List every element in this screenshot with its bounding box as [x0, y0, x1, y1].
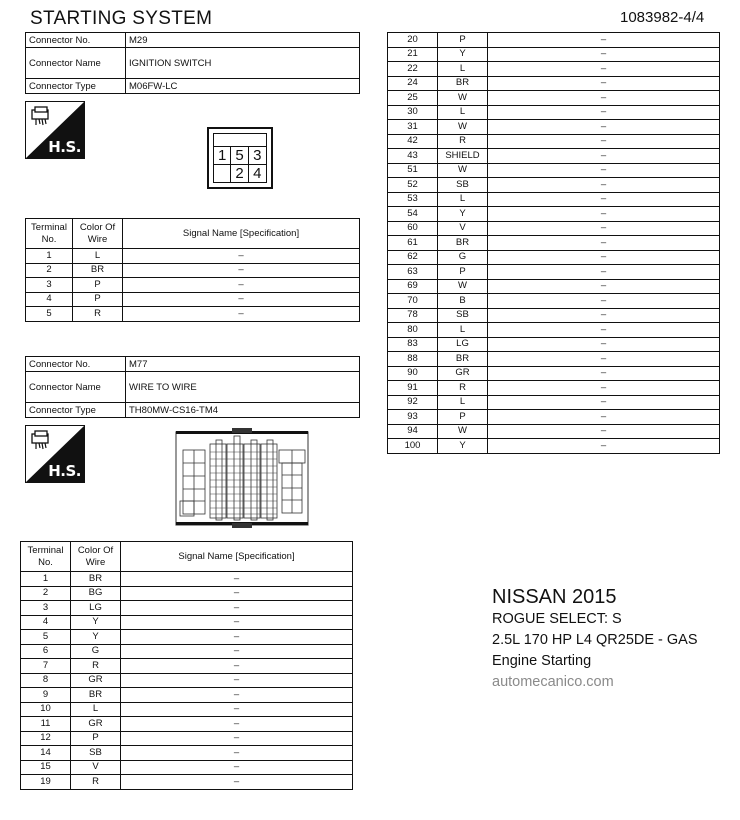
connector-no-value: M29	[126, 33, 360, 48]
table-row	[388, 395, 720, 410]
cell-signal: –	[121, 659, 353, 674]
pin-cell: 2	[231, 165, 248, 183]
cell-terminal: 3	[21, 601, 71, 616]
cell-color: W	[438, 120, 488, 135]
cell-signal: –	[488, 134, 720, 149]
cell-signal: –	[488, 207, 720, 222]
cell-terminal: 1	[21, 572, 71, 587]
page-title: STARTING SYSTEM	[30, 8, 213, 29]
cell-terminal: 14	[21, 746, 71, 761]
cell-signal: –	[488, 279, 720, 294]
table-row	[388, 323, 720, 338]
table-row	[21, 717, 353, 732]
pin-cell: 1	[214, 147, 231, 165]
cell-color: P	[438, 33, 488, 48]
terminal-no-header: Terminal No.	[21, 542, 71, 572]
cell-color: L	[438, 323, 488, 338]
table-row: 2 BR –	[26, 263, 360, 278]
cell-signal: –	[121, 702, 353, 717]
table-row	[388, 366, 720, 381]
cell-terminal: 53	[388, 192, 438, 207]
connector-m77-info	[25, 356, 360, 418]
cell-terminal: 80	[388, 323, 438, 338]
cell-color: BR	[438, 76, 488, 91]
cell-signal: –	[121, 775, 353, 790]
cell-color: L	[438, 105, 488, 120]
table-row	[21, 615, 353, 630]
table-row	[388, 207, 720, 222]
cell-color: Y	[438, 47, 488, 62]
cell-terminal: 63	[388, 265, 438, 280]
cell-signal: –	[121, 731, 353, 746]
table-row: 5 R –	[26, 307, 360, 322]
table-row	[21, 644, 353, 659]
cell-color: L	[71, 702, 121, 717]
cell-terminal: 10	[21, 702, 71, 717]
cell-color: R	[438, 134, 488, 149]
cell-terminal: 12	[21, 731, 71, 746]
table-row	[388, 439, 720, 454]
cell-terminal: 8	[21, 673, 71, 688]
pin-cell: 3	[249, 147, 266, 165]
connector-type-label: Connector Type	[26, 403, 126, 418]
cell-signal: –	[488, 33, 720, 48]
table-row	[388, 410, 720, 425]
cell-signal: –	[488, 91, 720, 106]
cell-signal: –	[121, 572, 353, 587]
connector-m77-pin-diagram	[175, 428, 309, 528]
table-row	[388, 91, 720, 106]
connector-m29-info	[25, 32, 360, 94]
table-row	[21, 630, 353, 645]
table-row	[388, 192, 720, 207]
cell-signal: –	[488, 163, 720, 178]
cell-color: R	[71, 775, 121, 790]
cell-color: Y	[71, 615, 121, 630]
cell-color: GR	[71, 717, 121, 732]
cell-terminal: 21	[388, 47, 438, 62]
table-row	[21, 760, 353, 775]
connector-m29-terminal-table	[25, 218, 360, 322]
table-row	[388, 105, 720, 120]
connector-type-value: M06FW-LC	[126, 79, 360, 94]
cell-color: V	[71, 760, 121, 775]
connector-type-value: TH80MW-CS16-TM4	[126, 403, 360, 418]
cell-terminal: 62	[388, 250, 438, 265]
cell-terminal: 15	[21, 760, 71, 775]
connector-name-value: WIRE TO WIRE	[126, 372, 360, 403]
cell-terminal: 7	[21, 659, 71, 674]
cell-signal: –	[488, 308, 720, 323]
cell-terminal: 19	[21, 775, 71, 790]
connector-no-label: Connector No.	[26, 357, 126, 372]
connector-no-value: M77	[126, 357, 360, 372]
cell-terminal: 52	[388, 178, 438, 193]
table-row	[388, 134, 720, 149]
hs-label: H.S.	[48, 462, 81, 480]
cell-signal: –	[121, 688, 353, 703]
pin-cell	[214, 165, 231, 183]
cell-signal: –	[121, 630, 353, 645]
cell-color: LG	[438, 337, 488, 352]
cell-terminal: 20	[388, 33, 438, 48]
table-row	[21, 775, 353, 790]
cell-terminal: 61	[388, 236, 438, 251]
table-row	[388, 294, 720, 309]
cell-signal: –	[121, 586, 353, 601]
cell-color: P	[438, 410, 488, 425]
cell-terminal: 54	[388, 207, 438, 222]
table-row	[388, 381, 720, 396]
table-row	[388, 250, 720, 265]
table-row	[388, 221, 720, 236]
wire-color-header: Color Of Wire	[73, 219, 123, 249]
cell-terminal: 51	[388, 163, 438, 178]
terminal-no-header: Terminal No.	[26, 219, 73, 249]
cell-terminal: 22	[388, 62, 438, 77]
table-row	[21, 702, 353, 717]
harness-side-icon	[25, 425, 85, 483]
cell-signal: –	[488, 149, 720, 164]
source-site: automecanico.com	[492, 674, 614, 690]
cell-color: G	[71, 644, 121, 659]
cell-signal: –	[488, 62, 720, 77]
cell-terminal: 94	[388, 424, 438, 439]
cell-color: SB	[438, 178, 488, 193]
cell-signal: –	[121, 673, 353, 688]
signal-name-header: Signal Name [Specification]	[123, 219, 360, 249]
cell-signal: –	[488, 76, 720, 91]
table-row	[21, 572, 353, 587]
cell-signal: –	[488, 47, 720, 62]
cell-terminal: 60	[388, 221, 438, 236]
cell-color: SB	[71, 746, 121, 761]
table-row	[388, 337, 720, 352]
cell-color: V	[438, 221, 488, 236]
cell-color: R	[438, 381, 488, 396]
table-row	[388, 149, 720, 164]
vehicle-make-year: NISSAN 2015	[492, 586, 617, 608]
cell-signal: –	[488, 250, 720, 265]
cell-terminal: 88	[388, 352, 438, 367]
cell-color: Y	[438, 439, 488, 454]
cell-signal: –	[488, 236, 720, 251]
cell-color: SHIELD	[438, 149, 488, 164]
table-row	[388, 308, 720, 323]
cell-color: SB	[438, 308, 488, 323]
cell-color: G	[438, 250, 488, 265]
table-row	[388, 47, 720, 62]
connector-m29-pin-diagram	[207, 127, 273, 189]
connector-m77-terminal-table-continued	[387, 32, 720, 454]
cell-terminal: 5	[21, 630, 71, 645]
cell-terminal: 11	[21, 717, 71, 732]
table-row	[388, 236, 720, 251]
cell-terminal: 30	[388, 105, 438, 120]
cell-color: L	[438, 62, 488, 77]
connector-type-label: Connector Type	[26, 79, 126, 94]
cell-terminal: 83	[388, 337, 438, 352]
pin-cell: 4	[253, 164, 262, 182]
table-row	[21, 746, 353, 761]
cell-terminal: 43	[388, 149, 438, 164]
connector-no-label: Connector No.	[26, 33, 126, 48]
cell-color: W	[438, 424, 488, 439]
cell-color: W	[438, 163, 488, 178]
cell-terminal: 90	[388, 366, 438, 381]
connector-m77-terminal-table	[20, 541, 353, 790]
connector-glyph-icon	[30, 105, 54, 127]
cell-signal: –	[488, 337, 720, 352]
cell-signal: –	[121, 760, 353, 775]
table-row	[388, 62, 720, 77]
cell-signal: –	[488, 221, 720, 236]
cell-signal: –	[121, 717, 353, 732]
cell-terminal: 25	[388, 91, 438, 106]
cell-signal: –	[488, 352, 720, 367]
cell-terminal: 92	[388, 395, 438, 410]
cell-signal: –	[121, 644, 353, 659]
vehicle-system: Engine Starting	[492, 653, 592, 669]
table-row	[388, 163, 720, 178]
table-row: 3 P –	[26, 278, 360, 293]
table-row: 1 L –	[26, 249, 360, 264]
vehicle-info	[492, 585, 698, 693]
cell-signal: –	[488, 323, 720, 338]
cell-color: GR	[438, 366, 488, 381]
vehicle-model: ROGUE SELECT: S	[492, 611, 622, 627]
cell-signal: –	[488, 178, 720, 193]
cell-color: GR	[71, 673, 121, 688]
cell-color: BR	[438, 352, 488, 367]
hs-label: H.S.	[48, 138, 81, 156]
cell-signal: –	[121, 746, 353, 761]
table-row	[21, 659, 353, 674]
pin-cell: 5	[231, 147, 248, 165]
table-row	[388, 33, 720, 48]
cell-signal: –	[488, 410, 720, 425]
cell-color: P	[71, 731, 121, 746]
vehicle-engine: 2.5L 170 HP L4 QR25DE - GAS	[492, 632, 698, 648]
cell-terminal: 93	[388, 410, 438, 425]
cell-signal: –	[488, 395, 720, 410]
cell-signal: –	[488, 366, 720, 381]
connector-glyph-icon	[30, 429, 54, 451]
table-row	[21, 601, 353, 616]
cell-signal: –	[488, 439, 720, 454]
table-row	[21, 688, 353, 703]
table-row	[388, 424, 720, 439]
cell-terminal: 24	[388, 76, 438, 91]
cell-terminal: 2	[21, 586, 71, 601]
cell-signal: –	[488, 120, 720, 135]
cell-terminal: 4	[21, 615, 71, 630]
connector-name-label: Connector Name	[26, 372, 126, 403]
cell-terminal: 69	[388, 279, 438, 294]
cell-color: L	[438, 192, 488, 207]
table-row	[388, 352, 720, 367]
cell-signal: –	[121, 601, 353, 616]
harness-side-icon	[25, 101, 85, 159]
connector-name-value: IGNITION SWITCH	[126, 48, 360, 79]
cell-terminal: 91	[388, 381, 438, 396]
connector-name-label: Connector Name	[26, 48, 126, 79]
table-row	[388, 178, 720, 193]
table-row	[388, 76, 720, 91]
cell-terminal: 70	[388, 294, 438, 309]
cell-color: BG	[71, 586, 121, 601]
table-row	[21, 586, 353, 601]
cell-color: B	[438, 294, 488, 309]
cell-color: L	[438, 395, 488, 410]
cell-signal: –	[488, 381, 720, 396]
cell-color: BR	[71, 688, 121, 703]
table-row	[388, 265, 720, 280]
cell-terminal: 31	[388, 120, 438, 135]
table-row	[21, 673, 353, 688]
cell-signal: –	[488, 424, 720, 439]
cell-color: R	[71, 659, 121, 674]
cell-color: Y	[438, 207, 488, 222]
cell-terminal: 6	[21, 644, 71, 659]
cell-color: P	[438, 265, 488, 280]
cell-terminal: 78	[388, 308, 438, 323]
cell-signal: –	[488, 192, 720, 207]
table-row: 4 P –	[26, 292, 360, 307]
cell-signal: –	[488, 294, 720, 309]
cell-color: BR	[71, 572, 121, 587]
signal-name-header: Signal Name [Specification]	[121, 542, 353, 572]
cell-color: LG	[71, 601, 121, 616]
table-row	[388, 120, 720, 135]
cell-signal: –	[488, 105, 720, 120]
cell-terminal: 100	[388, 439, 438, 454]
table-row	[21, 731, 353, 746]
cell-color: W	[438, 91, 488, 106]
cell-terminal: 9	[21, 688, 71, 703]
cell-terminal: 42	[388, 134, 438, 149]
cell-signal: –	[121, 615, 353, 630]
document-id: 1083982-4/4	[620, 9, 705, 26]
table-row	[388, 279, 720, 294]
cell-color: BR	[438, 236, 488, 251]
cell-color: W	[438, 279, 488, 294]
cell-signal: –	[488, 265, 720, 280]
wire-color-header: Color Of Wire	[71, 542, 121, 572]
cell-color: Y	[71, 630, 121, 645]
